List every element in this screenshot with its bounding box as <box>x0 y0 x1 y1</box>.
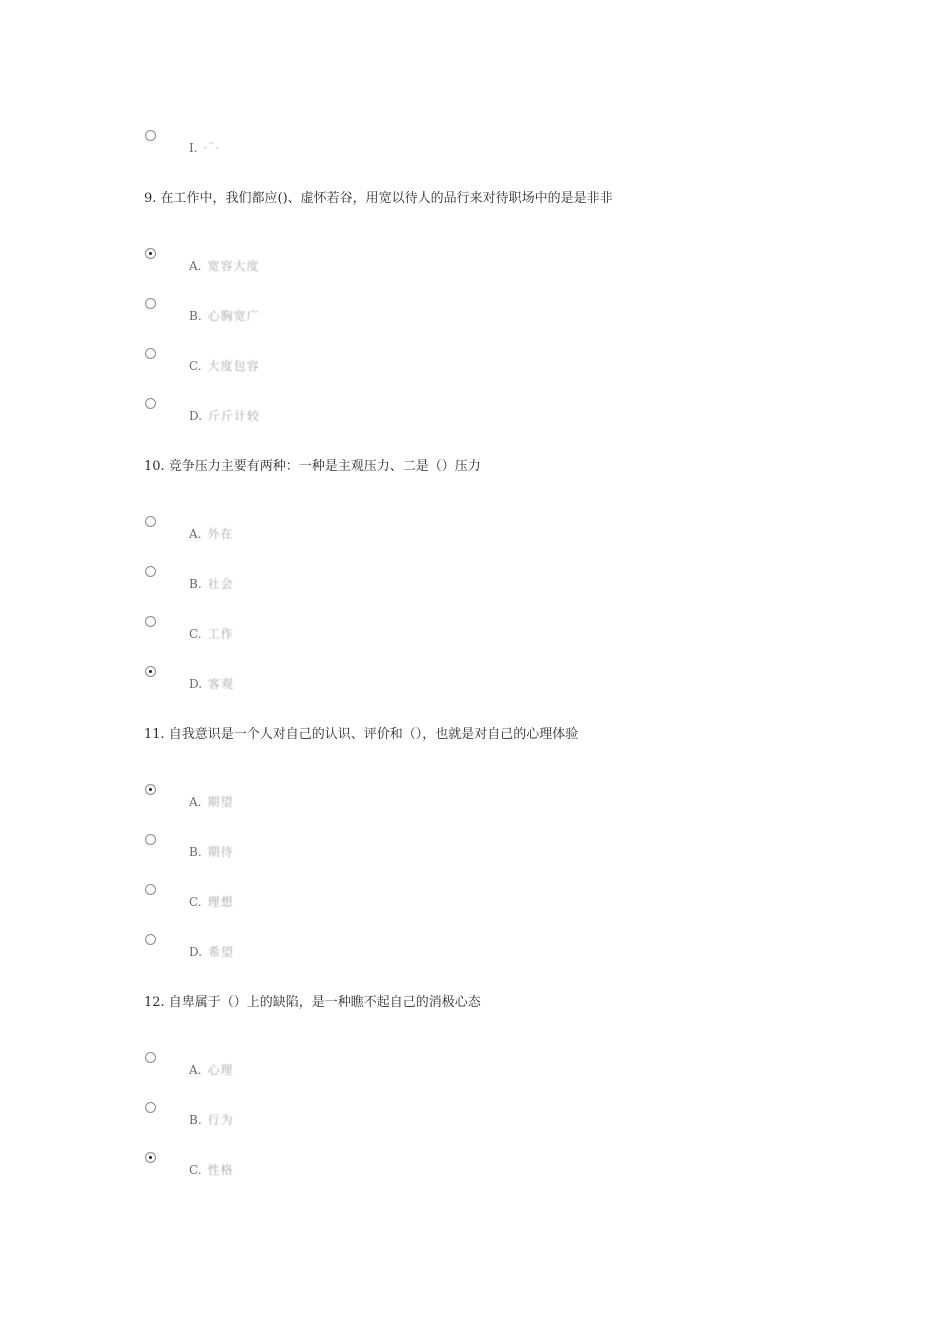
option-label: B. 社会 <box>189 577 234 591</box>
option-radio[interactable] <box>145 1152 156 1163</box>
option-label: C. 理想 <box>189 895 234 909</box>
question-title: 12. 自卑属于（）上的缺陷，是一种瞧不起自己的消极心态 <box>144 995 481 1010</box>
option-label: A. 期望 <box>189 795 234 809</box>
option-label: A. 外在 <box>189 527 234 541</box>
option-label: A. 宽容大度 <box>189 259 260 273</box>
option-radio[interactable] <box>145 516 156 527</box>
option-radio[interactable] <box>145 666 156 677</box>
option-label: C. 工作 <box>189 627 234 641</box>
option-radio[interactable] <box>145 884 156 895</box>
option-radio[interactable] <box>145 248 156 259</box>
option-label: I. ·¨· <box>189 141 221 155</box>
option-label: A. 心理 <box>189 1063 234 1077</box>
option-label: D. 客观 <box>189 677 235 691</box>
option-radio[interactable] <box>145 566 156 577</box>
option-label: D. 斤斤计较 <box>189 409 261 423</box>
option-label: D. 希望 <box>189 945 235 959</box>
option-radio[interactable] <box>145 934 156 945</box>
option-label: B. 期待 <box>189 845 234 859</box>
option-radio[interactable] <box>145 348 156 359</box>
option-radio[interactable] <box>145 1052 156 1063</box>
question-title: 11. 自我意识是一个人对自己的认识、评价和（），也就是对自己的心理体验 <box>144 727 579 742</box>
option-label: B. 心胸宽广 <box>189 309 260 323</box>
option-radio[interactable] <box>145 398 156 409</box>
option-radio[interactable] <box>145 616 156 627</box>
option-label: B. 行为 <box>189 1113 234 1127</box>
option-radio[interactable] <box>145 130 156 141</box>
option-label: C. 性格 <box>189 1163 234 1177</box>
option-label: C. 大度包容 <box>189 359 260 373</box>
question-title: 9. 在工作中，我们都应()、虚怀若谷，用宽以待人的品行来对待职场中的是是非非 <box>144 191 613 206</box>
option-radio[interactable] <box>145 298 156 309</box>
option-radio[interactable] <box>145 834 156 845</box>
question-title: 10. 竞争压力主要有两种：一种是主观压力、二是（）压力 <box>144 459 481 474</box>
option-radio[interactable] <box>145 1102 156 1113</box>
option-radio[interactable] <box>145 784 156 795</box>
